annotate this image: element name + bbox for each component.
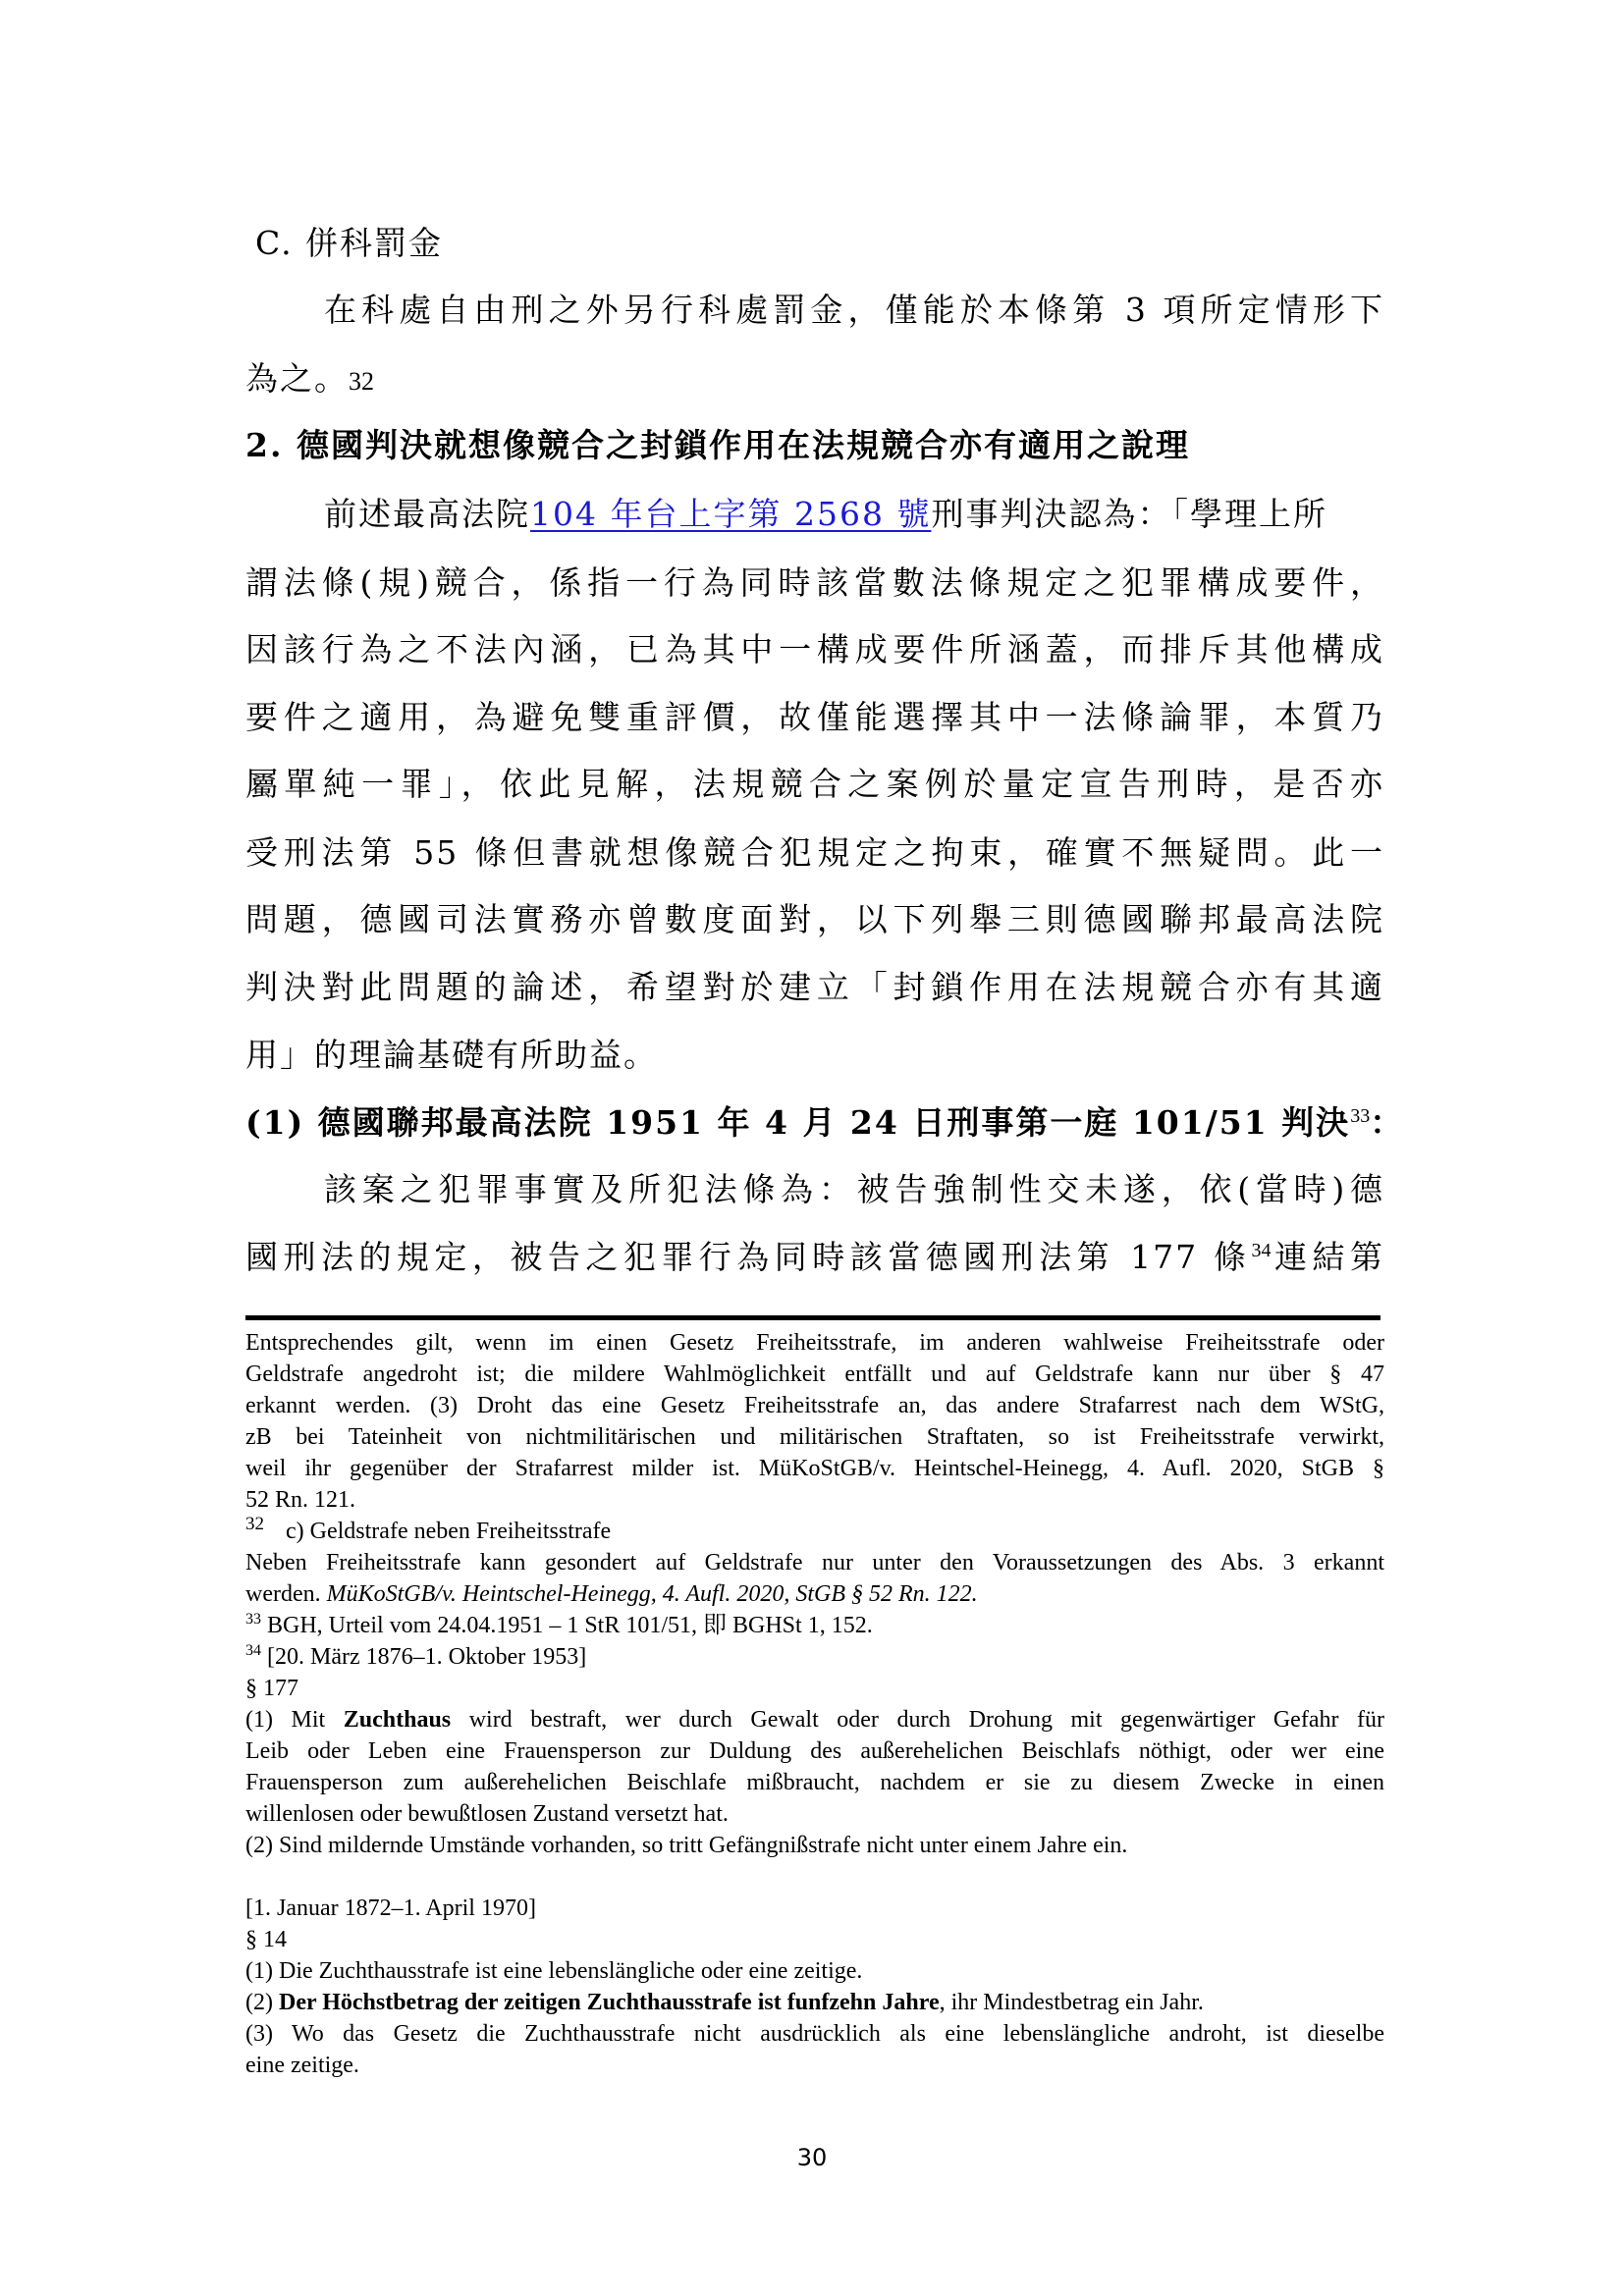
footnote-continuation-line: 52 Rn. 121. — [245, 1487, 356, 1513]
paragraph-2-line-7: 問題，德國司法實務亦曾數度面對，以下列舉三則德國聯邦最高法院 — [245, 900, 1384, 938]
paragraph-1-text: 為之。 — [245, 359, 349, 398]
subsection-1-heading — [245, 1090, 1405, 1156]
subsection-1-heading-text: (1) 德國聯邦最高法院 1951 年 4 月 24 日刑事第一庭 101/51 判決 — [245, 1103, 1351, 1142]
paragraph-3-line-1: 該案之犯罪事實及所犯法條為：被告強制性交未遂，依(當時)德 — [324, 1170, 1384, 1208]
footnote-34-date-range — [245, 1641, 1384, 1673]
footnote-continuation-line: erkannt werden. (3) Droht das eine Gesetz Freiheitsstrafe an, das andere Strafarrest nach dem WStG, — [245, 1393, 1384, 1418]
paragraph-2-text-after-link: 刑事判決認為：「學理上所 — [931, 495, 1327, 533]
footnote-34-s14-p3-line-2: eine zeitige. — [245, 2053, 359, 2078]
p1-rest: wird bestraft, wer durch Gewalt oder durch Drohung mit gegenwärtiger Gefahr für — [468, 1707, 1384, 1733]
footnote-continuation-line: Entsprechendes gilt, wenn im einen Gesetz Freiheitsstrafe, im anderen wahlweise Freiheitsstrafe oder — [245, 1330, 1384, 1356]
footnote-34-number: 34 — [245, 1642, 261, 1659]
footnote-ref-33[interactable]: 33 — [1350, 1105, 1371, 1127]
paragraph-2-line-8: 判決對此問題的論述，希望對於建立「封鎖作用在法規競合亦有其適 — [245, 968, 1384, 1006]
paragraph-2-line-6: 受刑法第 55 條但書就想像競合犯規定之拘束，確實不無疑問。此一 — [245, 833, 1384, 872]
footnote-32-number: 32 — [245, 1514, 264, 1534]
subsection-1-heading-suffix: ： — [1370, 1103, 1405, 1142]
footnote-34-section-14: § 14 — [245, 1927, 287, 1952]
footnote-34-p1-line-2: Leib oder Leben eine Frauensperson zur Duldung des außerehelichen Beischlafs nöthigt, oder wer eine — [245, 1738, 1384, 1764]
paragraph-1-line-2 — [245, 346, 1384, 412]
footnote-32-title — [245, 1516, 1384, 1547]
paragraph-2-line-2: 謂法條(規)競合，係指一行為同時該當數法條規定之犯罪構成要件， — [245, 563, 1384, 602]
judgment-link[interactable]: 104 年台上字第 2568 號 — [530, 495, 932, 533]
s14-p2-bold: Der Höchstbetrag der zeitigen Zuchthausstrafe ist funfzehn Jahre — [278, 1990, 940, 2015]
footnote-34-p2: (2) Sind mildernde Umstände vorhanden, so tritt Gefängnißstrafe nicht unter einem Jahre ein. — [245, 1833, 1128, 1858]
footnote-separator — [245, 1315, 1380, 1320]
s14-p2-prefix: (2) — [245, 1990, 273, 2015]
paragraph-2-line-1 — [245, 481, 1384, 548]
footnote-34-s14-p2 — [245, 1987, 1384, 2018]
paragraph-3-text-after-ref: 連結第 — [1271, 1238, 1384, 1276]
footnote-ref-32[interactable]: 32 — [349, 367, 374, 396]
paragraph-3-line-2 — [245, 1224, 1384, 1291]
footnote-continuation-line: weil ihr gegenüber der Strafarrest milder ist. MüKoStGB/v. Heintschel-Heinegg, 4. Aufl. 2020, StGB § — [245, 1456, 1384, 1481]
footnote-33-text: BGH, Urteil vom 24.04.1951 – 1 StR 101/51, 即 BGHSt 1, 152. — [267, 1613, 873, 1638]
footnote-32-citation: MüKoStGB/v. Heintschel-Heinegg, 4. Aufl. 2020, StGB § 52 Rn. 122. — [326, 1581, 978, 1607]
footnote-34-section-177: § 177 — [245, 1676, 298, 1701]
footnote-33-number: 33 — [245, 1611, 261, 1628]
footnote-34-date-range-2: [1. Januar 1872–1. April 1970] — [245, 1896, 536, 1921]
paragraph-2-line-3: 因該行為之不法內涵，已為其中一構成要件所涵蓋，而排斥其他構成 — [245, 630, 1384, 668]
footnote-blank-line — [245, 1861, 1384, 1893]
footnote-34-s14-p3-line-1: (3) Wo das Gesetz die Zuchthausstrafe nicht ausdrücklich als eine lebenslängliche androht, ist dieselbe — [245, 2021, 1384, 2047]
page-number: 30 — [796, 2144, 828, 2171]
footnote-32-line-2-plain: werden. — [245, 1581, 321, 1607]
paragraph-2-text-before-link: 前述最高法院 — [324, 495, 530, 533]
footnote-34-p1-line-4: willenlosen oder bewußtlosen Zustand versetzt hat. — [245, 1801, 729, 1827]
footnote-34-date-text: [20. März 1876–1. Oktober 1953] — [267, 1644, 587, 1670]
footnote-32-line-1: Neben Freiheitsstrafe kann gesondert auf Geldstrafe nur unter den Voraussetzungen des Abs. 3 erkannt — [245, 1550, 1384, 1575]
footnote-34-s14-p1: (1) Die Zuchthausstrafe ist eine lebenslängliche oder eine zeitige. — [245, 1958, 863, 1984]
p1-prefix: (1) Mit — [245, 1707, 326, 1733]
footnote-32-line-2 — [245, 1578, 1384, 1610]
section-c-heading: C. 併科罰金 — [255, 224, 444, 262]
p1-bold: Zuchthaus — [343, 1707, 452, 1733]
footnote-ref-34[interactable]: 34 — [1251, 1240, 1272, 1261]
s14-p2-rest: , ihr Mindestbetrag ein Jahr. — [939, 1990, 1204, 2015]
footnote-32-title-text: c) Geldstrafe neben Freiheitsstrafe — [286, 1519, 612, 1544]
paragraph-2-line-5: 屬單純一罪」，依此見解，法規競合之案例於量定宣告刑時，是否亦 — [245, 765, 1384, 803]
footnotes — [245, 1327, 1384, 2081]
section-2-heading: 2. 德國判決就想像競合之封鎖作用在法規競合亦有適用之說理 — [245, 426, 1190, 464]
footnote-34-p1-line-3: Frauensperson zum außerehelichen Beischlafe mißbraucht, nachdem er sie zu diesem Zwecke in einen — [245, 1770, 1384, 1795]
paragraph-1-line-1: 在科處自由刑之外另行科處罰金，僅能於本條第 3 項所定情形下 — [324, 291, 1384, 329]
footnote-33 — [245, 1610, 1384, 1641]
footnote-34-p1-line-1 — [245, 1704, 1384, 1735]
paragraph-2-line-9: 用」的理論基礎有所助益。 — [245, 1036, 658, 1074]
footnote-continuation-line: Geldstrafe angedroht ist; die mildere Wahlmöglichkeit entfällt und auf Geldstrafe kann nur über § 47 — [245, 1362, 1384, 1387]
paragraph-3-text-before-ref: 國刑法的規定，被告之犯罪行為同時該當德國刑法第 177 條 — [245, 1238, 1252, 1276]
paragraph-2-line-4: 要件之適用，為避免雙重評價，故僅能選擇其中一法條論罪，本質乃 — [245, 698, 1384, 736]
footnote-continuation-line: zB bei Tateinheit von nichtmilitärischen und militärischen Straftaten, so ist Freiheitsstrafe verwirkt, — [245, 1424, 1384, 1450]
